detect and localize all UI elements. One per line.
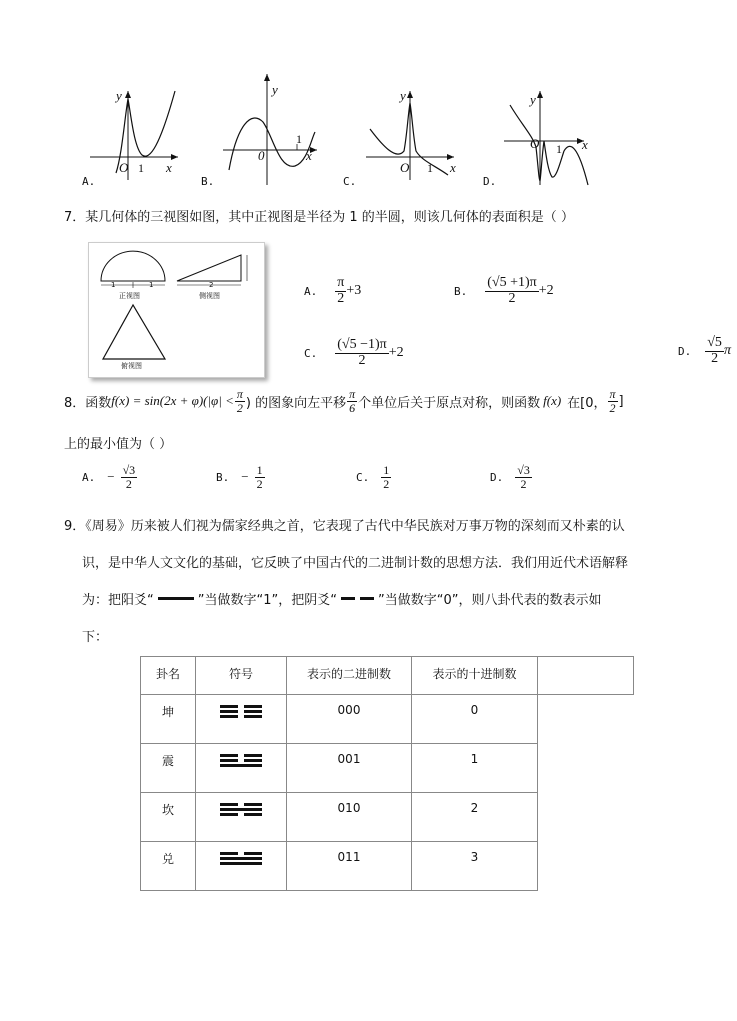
q8-a-den: 2 — [125, 476, 132, 491]
q8-d-num: √3 — [517, 463, 530, 477]
graph-c-origin: O — [400, 160, 410, 175]
q8-option-c[interactable] — [356, 464, 391, 490]
trigram-kun-symbol — [196, 695, 287, 744]
side-view-two: 2 — [209, 281, 214, 289]
q8-stem — [64, 388, 624, 414]
graph-a-origin: O — [119, 160, 129, 175]
graph-d-one: 1 — [556, 142, 562, 156]
q7-a-num: π — [337, 275, 345, 290]
graph-b-y: y — [272, 82, 278, 97]
q8-mid: ) 的图象向左平移 — [245, 395, 347, 411]
trigram-dui-symbol — [196, 842, 287, 891]
graph-b-x: x — [306, 148, 312, 163]
yin-line-symbol — [341, 597, 374, 600]
q9-line4: 下： — [82, 630, 109, 645]
q7-b-num: (√5 +1)π — [487, 275, 537, 290]
q8-func: f(x) = sin(2x + φ)(|φ| < — [111, 393, 234, 409]
q7-b-den: 2 — [508, 290, 516, 306]
three-view-drawing — [89, 243, 264, 377]
top-view-caption: 俯视图 — [121, 362, 142, 370]
q7-d-den: 2 — [711, 350, 719, 366]
trigram-zhen-symbol — [196, 744, 287, 793]
q7-option-a[interactable] — [304, 276, 361, 306]
graph-a-one: 1 — [138, 161, 144, 175]
q8-d-den: 2 — [520, 476, 527, 491]
q7-option-c[interactable] — [304, 338, 404, 368]
graph-d-label: D. — [483, 175, 497, 188]
q7-c-tail: +2 — [388, 345, 404, 361]
row-decimal: 2 — [412, 793, 538, 842]
q7-option-c-label: C. — [304, 346, 318, 360]
graph-b-label: B. — [201, 175, 215, 188]
q9-line3c: ”当做数字“0”，则八卦代表的数表示如 — [377, 593, 602, 608]
bagua-table — [140, 656, 634, 891]
q8-option-d-label: D. — [490, 470, 504, 484]
q8-option-a[interactable] — [82, 464, 137, 490]
row-name: 震 — [141, 744, 196, 793]
row-name: 坎 — [141, 793, 196, 842]
table-row — [141, 744, 634, 793]
q8-option-b-label: B. — [216, 470, 230, 484]
q8-option-d[interactable] — [490, 464, 532, 490]
table-header-row — [141, 657, 634, 695]
q7-a-tail: +3 — [346, 283, 362, 299]
q8-b-den: 2 — [256, 476, 263, 491]
header-decimal: 表示的十进制数 — [412, 657, 538, 695]
q7-option-b-label: B. — [454, 284, 468, 298]
q8-line2: 上的最小值为（ ） — [64, 437, 173, 452]
q9-line3a: 为：把阳爻“ — [82, 593, 154, 608]
q9-line2: 识，是中华人文文化的基础，它反映了中国古代的二进制计数的思想方法．我们用近代术语解释 — [82, 556, 629, 571]
q8-six: 6 — [349, 400, 356, 415]
q7-c-num: (√5 −1)π — [337, 337, 387, 352]
side-view-caption: 侧视图 — [199, 292, 220, 300]
row-binary: 011 — [287, 842, 412, 891]
q8-b-num: 1 — [256, 463, 263, 477]
graph-a-y: y — [116, 88, 122, 103]
row-name: 坤 — [141, 695, 196, 744]
graph-d-x: x — [582, 137, 588, 152]
row-binary: 001 — [287, 744, 412, 793]
row-decimal: 0 — [412, 695, 538, 744]
q7-b-tail: +2 — [538, 283, 554, 299]
graph-b-one: 1 — [296, 132, 302, 146]
q8-c-num: 1 — [383, 463, 390, 477]
table-row — [141, 695, 634, 744]
graph-c-x: x — [450, 160, 456, 175]
graph-c-one: 1 — [427, 161, 433, 175]
row-name: 兑 — [141, 842, 196, 891]
front-view-one-b: 1 — [149, 281, 154, 289]
q8-b-sign: − — [241, 469, 249, 485]
front-view-one-a: 1 — [111, 281, 116, 289]
q8-mid2: 个单位后关于原点对称，则函数 — [358, 395, 541, 411]
q9-line3 — [82, 589, 601, 608]
front-view-caption: 正视图 — [119, 292, 140, 300]
header-binary: 表示的二进制数 — [287, 657, 412, 695]
q8-option-a-label: A. — [82, 470, 96, 484]
trigram-kan-symbol — [196, 793, 287, 842]
q9-line1: 9．《周易》历来被人们视为儒家经典之首，它表现了古代中华民族对万事万物的深刻而又朴素的认 — [64, 519, 625, 534]
q8-c-den: 2 — [383, 476, 390, 491]
q8-pi-b: π — [349, 387, 356, 401]
q9-line3b: ”当做数字“1”，把阴爻“ — [197, 593, 337, 608]
three-view-figure — [88, 242, 265, 378]
q7-option-a-label: A. — [304, 284, 318, 298]
q8-fx: f(x) — [543, 393, 562, 409]
graph-a-label: A. — [82, 175, 96, 188]
graph-c-y: y — [400, 88, 406, 103]
graph-a-x: x — [166, 160, 172, 175]
q8-two-a: 2 — [236, 400, 243, 415]
q7-a-den: 2 — [337, 290, 345, 306]
q8-two-c: 2 — [609, 400, 616, 415]
q7-d-tail: π — [723, 343, 731, 359]
table-row — [141, 842, 634, 891]
q8-a-num: √3 — [122, 463, 136, 477]
graph-d-origin: O — [530, 136, 540, 151]
q8-option-c-label: C. — [356, 470, 370, 484]
graph-b-origin: 0 — [258, 148, 265, 163]
header-symbol: 符号 — [196, 657, 287, 695]
q7-option-d-label: D. — [678, 344, 692, 358]
graph-c-label: C. — [343, 175, 357, 188]
row-binary: 000 — [287, 695, 412, 744]
row-binary: 010 — [287, 793, 412, 842]
q7-d-num: √5 — [707, 335, 722, 350]
header-extra — [538, 657, 634, 695]
q7-stem: 7．某几何体的三视图如图，其中正视图是半径为 1 的半圆，则该几何体的表面积是（ ） — [64, 210, 574, 225]
table-row — [141, 793, 634, 842]
graph-d-y: y — [530, 92, 536, 107]
q8-prefix: 8．函数 — [64, 395, 112, 411]
row-decimal: 1 — [412, 744, 538, 793]
q8-pi-c: π — [609, 387, 616, 401]
q8-pi-a: π — [236, 387, 243, 401]
yang-line-symbol — [158, 597, 194, 600]
header-name: 卦名 — [141, 657, 196, 695]
q8-option-b[interactable] — [216, 464, 265, 490]
q7-c-den: 2 — [358, 352, 366, 368]
q8-interval: 在[0， — [567, 395, 607, 411]
q8-interval-end: ] — [618, 393, 624, 409]
q7-option-b[interactable] — [454, 276, 554, 306]
q7-option-d[interactable] — [678, 336, 731, 366]
row-decimal: 3 — [412, 842, 538, 891]
q8-a-sign: − — [107, 469, 115, 485]
